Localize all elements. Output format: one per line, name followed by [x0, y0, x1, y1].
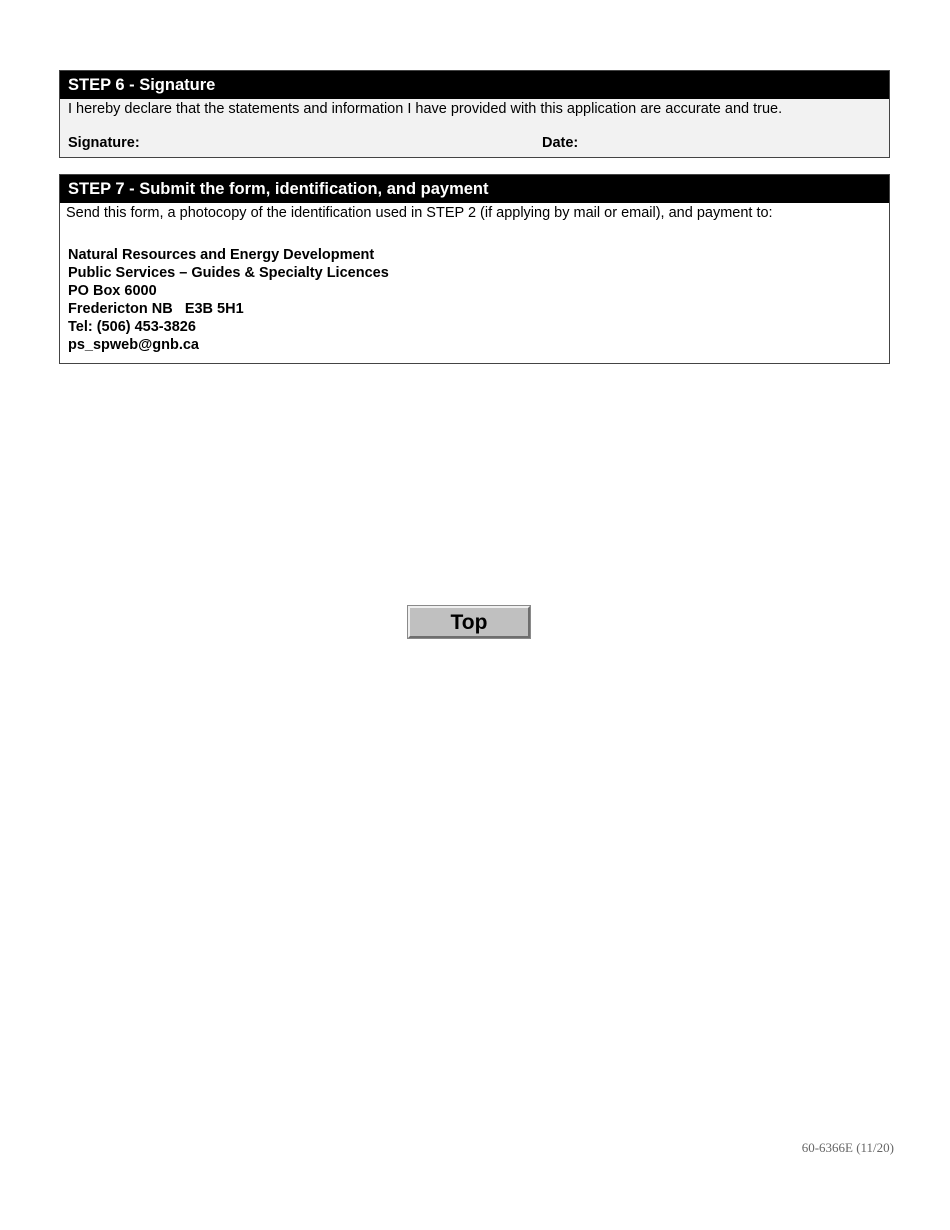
address-line-city: Fredericton NB E3B 5H1 [68, 301, 244, 317]
step6-header: STEP 6 - Signature [60, 71, 889, 99]
signature-label: Signature: [68, 135, 140, 151]
address-line-department: Natural Resources and Energy Development [68, 247, 375, 263]
signature-row [68, 135, 881, 153]
declaration-text: I hereby declare that the statements and information I have provided with this application are accurate and true. [68, 101, 783, 117]
step6-signature-section [59, 70, 890, 158]
form-number: 60-6366E (11/20) [801, 1140, 894, 1155]
step7-submit-section [59, 174, 890, 364]
date-label: Date: [542, 135, 579, 151]
mailing-address [60, 246, 889, 354]
address-line-po-box: PO Box 6000 [68, 283, 157, 299]
submission-instructions: Send this form, a photocopy of the identification used in STEP 2 (if applying by mail or email), and payment to: [66, 205, 773, 221]
address-line-division: Public Services – Guides & Specialty Licences [68, 265, 389, 281]
address-email[interactable]: ps_spweb@gnb.ca [68, 337, 199, 353]
step7-header: STEP 7 - Submit the form, identification, and payment [60, 175, 889, 203]
top-button[interactable]: Top [408, 606, 530, 638]
address-phone: Tel: (506) 453-3826 [68, 319, 196, 335]
